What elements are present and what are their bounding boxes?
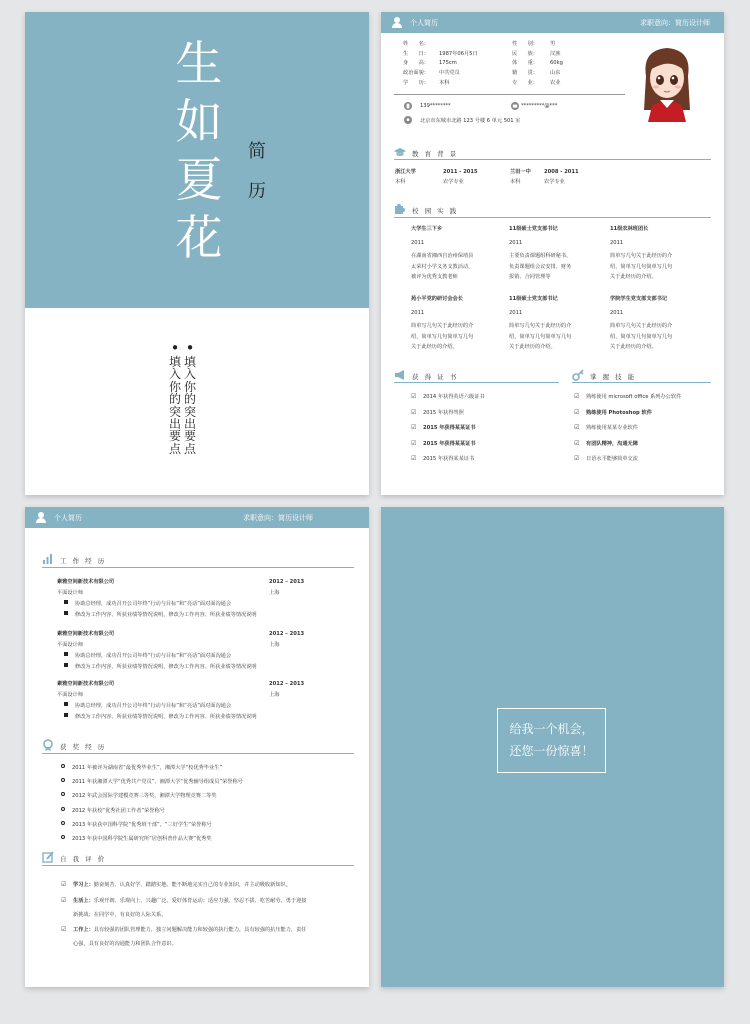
personal-field-row bbox=[512, 50, 563, 60]
certs-text: 2015 年获得某某证书 bbox=[423, 425, 476, 432]
work-duty-text: 协助总经理，成功召开公司年终“行动与目标”和“亮话”面对面沟通会 bbox=[75, 703, 232, 709]
work-duty bbox=[64, 702, 231, 711]
bullet-square bbox=[64, 663, 68, 667]
award-item bbox=[61, 778, 243, 787]
checkbox-icon: ☑ bbox=[61, 897, 67, 904]
slogan-line: 给我一个机会， bbox=[509, 722, 594, 736]
field-label: 体 重： bbox=[512, 60, 538, 67]
checkbox-icon: ☑ bbox=[411, 408, 417, 416]
field-value: 175cm bbox=[439, 60, 457, 67]
campus-item-desc: 简单写几句关于此经历的介 bbox=[610, 323, 673, 329]
personal-right bbox=[512, 40, 563, 88]
certs-item bbox=[411, 409, 464, 418]
work-duty-text: 修改为工作内容、所获业绩等情况说明，修改为工作内容、所获业绩等情况说明 bbox=[75, 664, 257, 670]
field-value: 1987年06月5日 bbox=[439, 50, 478, 57]
header-objective: 求职意向：简历设计师 bbox=[640, 19, 710, 27]
campus-item-desc: 简单写几句关于此经历的介 bbox=[411, 323, 474, 329]
self-eval-text: 具有较强的团队管理能力，独立问题解决能力和较强的执行能力，具有较强的抗压能力，责任 bbox=[93, 927, 307, 933]
bullet: • bbox=[185, 339, 195, 357]
field-value: 中共党员 bbox=[439, 70, 460, 77]
section-title: 获 得 证 书 bbox=[412, 373, 459, 381]
checkbox-icon: ☑ bbox=[61, 881, 67, 888]
cover-title-char: 生 bbox=[175, 37, 223, 92]
bullet-circle bbox=[61, 835, 65, 839]
skills-item bbox=[574, 440, 638, 449]
bullet-circle bbox=[61, 764, 65, 768]
personal-field-row bbox=[403, 79, 478, 89]
campus-item-year: 2011 bbox=[509, 310, 523, 316]
checkbox-icon: ☑ bbox=[411, 439, 417, 447]
self-eval-cont: 心强，具有良好的沟通能力和团队合作意识。 bbox=[73, 941, 177, 947]
certs-text: 2015 年获得驾照 bbox=[423, 409, 464, 416]
work-role: 平面设计师 bbox=[57, 692, 83, 698]
skills-text: 有团队精神，沟通无障 bbox=[586, 440, 638, 447]
address-text: 北京市东城市北路 123 号楼 6 单元 501 室 bbox=[420, 118, 521, 124]
skills-item bbox=[574, 455, 638, 464]
campus-item-title: 苑小平党的研讨会会长 bbox=[411, 296, 463, 302]
field-label: 政治面貌： bbox=[403, 70, 429, 77]
cover-subtitle-char: 简 bbox=[248, 141, 266, 162]
campus-item-title: 11级硕士党支部书记 bbox=[509, 296, 558, 302]
bullet-circle bbox=[61, 807, 65, 811]
checkbox-icon: ☑ bbox=[411, 455, 417, 463]
cover-subtitle-char: 历 bbox=[248, 181, 266, 202]
work-duty-text: 修改为工作内容、所获业绩等情况说明，修改为工作内容、所获业绩等情况说明 bbox=[75, 714, 257, 720]
field-value: 山东 bbox=[550, 70, 561, 77]
award-item bbox=[61, 807, 165, 816]
campus-item-year: 2011 bbox=[610, 310, 624, 316]
work-role: 平面设计师 bbox=[57, 590, 83, 596]
campus-item-year: 2011 bbox=[509, 240, 523, 246]
resume-page-2 bbox=[25, 507, 369, 987]
campus-item-year: 2011 bbox=[411, 310, 425, 316]
self-eval-item bbox=[61, 881, 291, 890]
campus-item-desc: 简单写几句关于此经历的介 bbox=[610, 253, 673, 259]
personal-field-row bbox=[403, 50, 478, 60]
certs-text: 2014 年获得英语六级证书 bbox=[423, 394, 485, 400]
section-title: 掌 握 技 能 bbox=[590, 373, 637, 381]
page-header bbox=[25, 507, 369, 528]
section-divider bbox=[42, 753, 354, 754]
personal-field-row bbox=[512, 69, 563, 79]
certs-item bbox=[411, 455, 474, 464]
slogan-box bbox=[497, 708, 606, 773]
campus-item-title: 学院学生党支部支部书记 bbox=[610, 296, 668, 302]
campus-item-title: 大学生三下乡 bbox=[411, 226, 443, 232]
field-label: 民 族： bbox=[512, 50, 538, 57]
campus-item-year: 2011 bbox=[411, 240, 425, 246]
user-icon bbox=[391, 16, 403, 29]
section-title: 工 作 经 历 bbox=[60, 557, 107, 565]
bullet-square bbox=[64, 611, 68, 615]
edu-years: 2008 - 2011 bbox=[544, 169, 579, 175]
self-eval-label: 生活上： bbox=[73, 898, 94, 904]
campus-item-desc: 简单写几句关于此经历的介 bbox=[509, 323, 572, 329]
campus-item-desc: 关于此经历的介绍。 bbox=[610, 274, 657, 280]
resume-page-1 bbox=[381, 12, 724, 495]
slogan-line: 还您一份惊喜！ bbox=[509, 744, 594, 758]
campus-item-title: 11级硕士党支部书记 bbox=[509, 226, 558, 232]
highlight-column-left bbox=[168, 339, 182, 456]
checkbox-icon: ☑ bbox=[411, 393, 417, 400]
user-icon bbox=[35, 511, 47, 524]
field-value: 农业 bbox=[550, 79, 561, 86]
highlight-text: 填入你的突出要点 bbox=[184, 355, 197, 456]
section-divider bbox=[394, 217, 711, 218]
skills-item bbox=[574, 409, 652, 418]
field-label: 专 业： bbox=[512, 79, 538, 86]
section-title: 教 育 背 景 bbox=[412, 150, 459, 158]
work-years: 2012 – 2013 bbox=[269, 631, 305, 637]
closing-page bbox=[381, 507, 724, 987]
section-divider bbox=[394, 382, 559, 383]
edu-school: 浙江大学 bbox=[395, 169, 416, 175]
bullet-square bbox=[64, 600, 68, 604]
chart-icon bbox=[42, 553, 54, 565]
award-item bbox=[61, 835, 212, 844]
checkbox-icon: ☑ bbox=[61, 926, 67, 933]
section-divider bbox=[42, 865, 354, 866]
campus-item-desc: 绍，简单写几句简单写几句 bbox=[509, 333, 572, 340]
campus-item-desc: 关于此经历的介绍。 bbox=[610, 344, 657, 350]
self-eval-label: 学习上： bbox=[73, 882, 94, 888]
skills-item bbox=[574, 424, 638, 433]
section-title: 校 园 实 践 bbox=[412, 207, 459, 215]
checkbox-icon: ☑ bbox=[574, 439, 580, 447]
self-eval-text: 乐观开朗、乐观向上、兴趣广泛、爱好体育运动；适应力强、坚忍不拔、吃苦耐劳、勇于迎接 bbox=[93, 898, 307, 904]
work-company: 素雅空间新技术有限公司 bbox=[57, 579, 115, 585]
work-duty bbox=[64, 652, 231, 661]
key-icon bbox=[572, 369, 584, 381]
bullet-square bbox=[64, 713, 68, 717]
cover-subtitle bbox=[247, 132, 267, 212]
section-divider bbox=[42, 567, 354, 568]
campus-item-desc: 关于此经历的介绍。 bbox=[509, 344, 556, 350]
checkbox-icon: ☑ bbox=[574, 424, 580, 432]
campus-item-desc: 绍，简单写几句简单写几句 bbox=[610, 263, 673, 270]
section-divider bbox=[572, 382, 711, 383]
bullet: • bbox=[170, 339, 180, 357]
award-text: 2013 年获获中国科学院“优秀班干部”，“三好学生”荣誉称号 bbox=[72, 821, 212, 828]
campus-item-desc: 在湖南省湘西自治州保靖县 bbox=[411, 253, 474, 259]
skills-text: 熟练使用某某专业软件 bbox=[586, 425, 638, 432]
bullet-circle bbox=[61, 821, 65, 825]
field-label: 生 日： bbox=[403, 50, 429, 57]
personal-field-row bbox=[512, 59, 563, 69]
edu-major: 农学专业 bbox=[544, 179, 565, 185]
section-divider bbox=[394, 159, 711, 160]
work-years: 2012 – 2013 bbox=[269, 579, 305, 585]
field-value: 汉族 bbox=[550, 50, 561, 57]
checkbox-icon: ☑ bbox=[574, 393, 580, 400]
field-label: 身 高： bbox=[403, 60, 429, 67]
personal-field-row bbox=[403, 69, 478, 79]
award-item bbox=[61, 792, 217, 801]
self-eval-cont: 新挑战；在同学中，有良好的人际关系。 bbox=[73, 912, 167, 918]
campus-item-desc: 绍，简单写几句简单写几句 bbox=[411, 333, 474, 340]
email-text: *********@*** bbox=[521, 103, 558, 109]
self-eval-item bbox=[61, 926, 306, 935]
cover-title-char: 如 bbox=[175, 95, 223, 150]
award-text: 2013 年获中国科学院生属研究所“居创科普作品大赛”优秀奖 bbox=[72, 836, 212, 842]
phone-text: 139******** bbox=[420, 103, 451, 109]
field-label: 姓 名： bbox=[403, 41, 429, 47]
edu-major: 农学专业 bbox=[443, 179, 464, 185]
edit-icon bbox=[42, 851, 54, 863]
medal-icon bbox=[42, 739, 54, 751]
certs-text: 2015 年获得某某证书 bbox=[423, 440, 476, 447]
field-value: 60kg bbox=[550, 60, 563, 67]
certs-item bbox=[411, 440, 476, 449]
work-duty bbox=[64, 611, 257, 620]
campus-item-desc: 太荣村小学义务支教活动， bbox=[411, 263, 474, 270]
self-eval-text: 勤奋刻苦、认真好学、踏踏实地、能不断地完实自己的专业知识，并主动吸收新知识。 bbox=[93, 882, 291, 888]
cover-page bbox=[25, 12, 369, 495]
checkbox-icon: ☑ bbox=[574, 455, 580, 463]
personal-field-row bbox=[512, 40, 563, 50]
award-text: 2011 年获湘潭大学“优秀共产党员”、湘潭大学“优秀辅导组成员”荣誉称号 bbox=[72, 779, 243, 786]
campus-item-year: 2011 bbox=[610, 240, 624, 246]
highlight-column-right bbox=[183, 339, 197, 456]
edu-years: 2011 - 2015 bbox=[443, 169, 478, 175]
page-header bbox=[381, 12, 724, 33]
edu-school: 兰田一中 bbox=[510, 169, 531, 175]
award-text: 2012 年获校“优秀社团工作者”荣誉称号 bbox=[72, 807, 165, 814]
work-duty bbox=[64, 713, 257, 722]
work-duty-text: 协助总经理，成功召开公司年终“行动与目标”和“亮话”面对面沟通会 bbox=[75, 653, 232, 659]
personal-left bbox=[403, 40, 478, 88]
cover-title-char: 花 bbox=[175, 211, 223, 266]
award-text: 2011 年被评为湖南省“最优秀毕业生”，湘潭大学“校优秀毕业生” bbox=[72, 765, 223, 771]
award-text: 2012 年武会国际学建模竞赛三等奖，湘潭大学物理竞赛二等奖 bbox=[72, 793, 217, 800]
location-icon bbox=[404, 116, 412, 125]
work-duty bbox=[64, 600, 231, 609]
field-label: 性 别： bbox=[512, 41, 538, 47]
personal-field-row bbox=[403, 59, 478, 69]
bullet-square bbox=[64, 702, 68, 706]
section-title: 自 我 评 价 bbox=[60, 855, 107, 863]
bullet-square bbox=[64, 652, 68, 656]
email-icon bbox=[511, 102, 519, 110]
skills-item bbox=[574, 393, 681, 402]
checkbox-icon: ☑ bbox=[411, 424, 417, 432]
campus-item-desc: 关于此经历的介绍。 bbox=[411, 344, 458, 350]
campus-item-desc: 主要负责课题组科研秘书， bbox=[509, 253, 572, 259]
certs-item bbox=[411, 393, 485, 402]
work-duty-text: 修改为工作内容、所获业绩等情况说明，修改为工作内容、所获业绩等情况说明 bbox=[75, 612, 257, 618]
skills-text: 日语水平能够简单交流 bbox=[586, 456, 638, 463]
personal-divider bbox=[394, 94, 625, 95]
graduation-cap-icon bbox=[394, 146, 406, 158]
highlight-text: 填入你的突出要点 bbox=[169, 355, 182, 456]
section-title: 获 奖 经 历 bbox=[60, 743, 107, 751]
work-duty bbox=[64, 663, 257, 672]
self-eval-item bbox=[61, 897, 306, 906]
header-objective: 求职意向：简历设计师 bbox=[243, 514, 313, 522]
campus-item-desc: 绍，简单写几句简单写几句 bbox=[610, 333, 673, 340]
skills-text: 熟练使用 Photoshop 软件 bbox=[586, 409, 652, 416]
field-label: 学 历： bbox=[403, 79, 429, 86]
personal-field-row bbox=[512, 79, 563, 89]
checkbox-icon: ☑ bbox=[574, 408, 580, 416]
field-value: 男 bbox=[550, 41, 556, 47]
campus-item-desc: 报销、合同管理等 bbox=[509, 274, 551, 280]
award-item bbox=[61, 821, 212, 830]
personal-field-row bbox=[403, 40, 478, 50]
work-company: 素雅空间新技术有限公司 bbox=[57, 681, 115, 687]
bullet-circle bbox=[61, 792, 65, 796]
campus-item-desc: 负责课题组会议安排、财务 bbox=[509, 263, 572, 270]
work-years: 2012 – 2013 bbox=[269, 681, 305, 687]
work-city: 上海 bbox=[269, 692, 280, 698]
work-city: 上海 bbox=[269, 590, 280, 596]
campus-item-desc: 被评为优秀支教老师 bbox=[411, 274, 458, 280]
skills-text: 熟练使用 microsoft office 系列办公软件 bbox=[586, 394, 682, 400]
edu-degree: 本科 bbox=[510, 179, 521, 185]
puzzle-icon bbox=[394, 203, 406, 215]
cover-title-char: 夏 bbox=[175, 153, 223, 208]
certs-text: 2015 年获得某某证书 bbox=[423, 456, 475, 463]
award-item bbox=[61, 764, 222, 773]
field-label: 籍 贯： bbox=[512, 70, 538, 77]
header-title: 个人简历 bbox=[410, 19, 438, 27]
field-value: 本科 bbox=[439, 79, 450, 86]
phone-icon bbox=[404, 102, 412, 110]
work-city: 上海 bbox=[269, 642, 280, 648]
self-eval-label: 工作上： bbox=[73, 927, 94, 933]
work-role: 平面设计师 bbox=[57, 642, 83, 648]
avatar bbox=[634, 40, 700, 122]
bullet-circle bbox=[61, 778, 65, 782]
edu-degree: 本科 bbox=[395, 179, 406, 185]
work-duty-text: 协助总经理，成功召开公司年终“行动与目标”和“亮话”面对面沟通会 bbox=[75, 601, 232, 607]
work-company: 素雅空间新技术有限公司 bbox=[57, 631, 115, 637]
certs-item bbox=[411, 424, 476, 433]
header-title: 个人简历 bbox=[54, 514, 82, 522]
cover-title bbox=[169, 36, 229, 268]
campus-item-title: 11级农林班团长 bbox=[610, 226, 649, 232]
megaphone-icon bbox=[394, 369, 406, 381]
